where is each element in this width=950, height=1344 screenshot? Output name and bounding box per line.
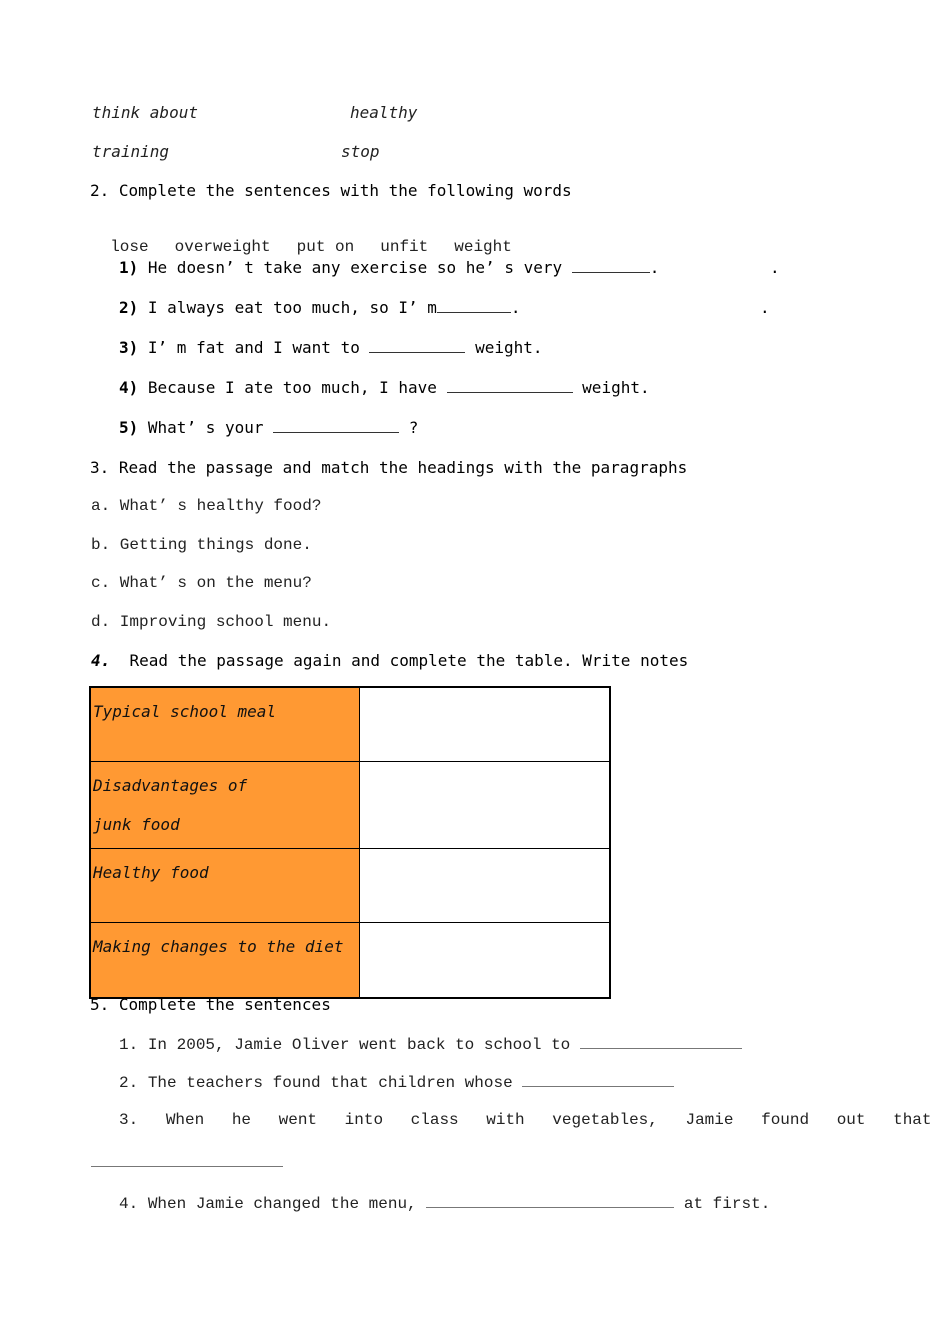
table-label-disadvantages: Disadvantages of junk food xyxy=(90,761,360,848)
section2-heading: 2. Complete the sentences with the following words xyxy=(90,181,572,200)
word-unfit: unfit xyxy=(380,238,429,256)
section5-heading: 5. Complete the sentences xyxy=(90,995,331,1014)
s5-item-3: 3. When he went into class with vegetables, Jamie found out that xyxy=(119,1111,932,1129)
table-cell-disadvantages[interactable] xyxy=(360,761,611,848)
s2-item-4: 4) Because I ate too much, I have weight. xyxy=(119,378,650,397)
s5-blank-4[interactable] xyxy=(426,1193,674,1208)
notes-table xyxy=(89,686,611,999)
s3-item-d: d. Improving school menu. xyxy=(91,613,332,631)
word-training: training xyxy=(92,142,170,161)
table-cell-typical-meal[interactable] xyxy=(360,687,611,761)
s2-blank-2[interactable] xyxy=(437,298,511,313)
table-label-typical-meal: Typical school meal xyxy=(90,687,360,761)
table-cell-healthy-food[interactable] xyxy=(360,848,611,922)
table-label-healthy-food: Healthy food xyxy=(90,848,360,922)
word-stop: stop xyxy=(341,142,380,161)
s2-blank-5[interactable] xyxy=(273,418,399,433)
word-weight: weight xyxy=(454,238,512,256)
s5-item-1: 1. In 2005, Jamie Oliver went back to school to xyxy=(119,1034,742,1054)
s5-blank-2[interactable] xyxy=(522,1072,674,1087)
word-put-on: put on xyxy=(296,238,355,256)
s2-trail-1: . xyxy=(770,258,780,277)
section2-word-bank xyxy=(91,220,512,256)
table-cell-changes[interactable] xyxy=(360,922,611,998)
table-label-changes: Making changes to the diet xyxy=(90,922,360,998)
s2-item-2: 2) I always eat too much, so I’ m . xyxy=(119,298,521,317)
s2-blank-3[interactable] xyxy=(369,338,465,353)
s5-item-4: 4. When Jamie changed the menu, at first. xyxy=(119,1195,771,1213)
section3-heading: 3. Read the passage and match the headings with the paragraphs xyxy=(90,458,688,477)
s2-blank-1[interactable] xyxy=(572,258,650,273)
section4-heading: 4. Read the passage again and complete the table. Write notes xyxy=(91,651,689,670)
s3-item-b: b. Getting things done. xyxy=(91,536,312,554)
s3-item-a: a. What’ s healthy food? xyxy=(91,497,322,515)
s5-item-2: 2. The teachers found that children whose xyxy=(119,1072,674,1092)
word-lose: lose xyxy=(110,238,149,256)
s3-item-c: c. What’ s on the menu? xyxy=(91,574,312,592)
s2-item-3: 3) I’ m fat and I want to weight. xyxy=(119,338,543,357)
s2-trail-2: . xyxy=(760,298,770,317)
s2-item-5: 5) What’ s your ? xyxy=(119,418,419,437)
s2-blank-4[interactable] xyxy=(447,378,573,393)
word-healthy: healthy xyxy=(350,103,418,122)
word-overweight: overweight xyxy=(174,238,271,256)
s5-blank-1[interactable] xyxy=(580,1034,742,1049)
section4-num: 4. xyxy=(91,651,111,670)
word-think-about: think about xyxy=(92,103,198,122)
s2-item-1: 1) He doesn’ t take any exercise so he’ s very . xyxy=(119,258,660,277)
s5-blank-3[interactable] xyxy=(91,1166,283,1167)
